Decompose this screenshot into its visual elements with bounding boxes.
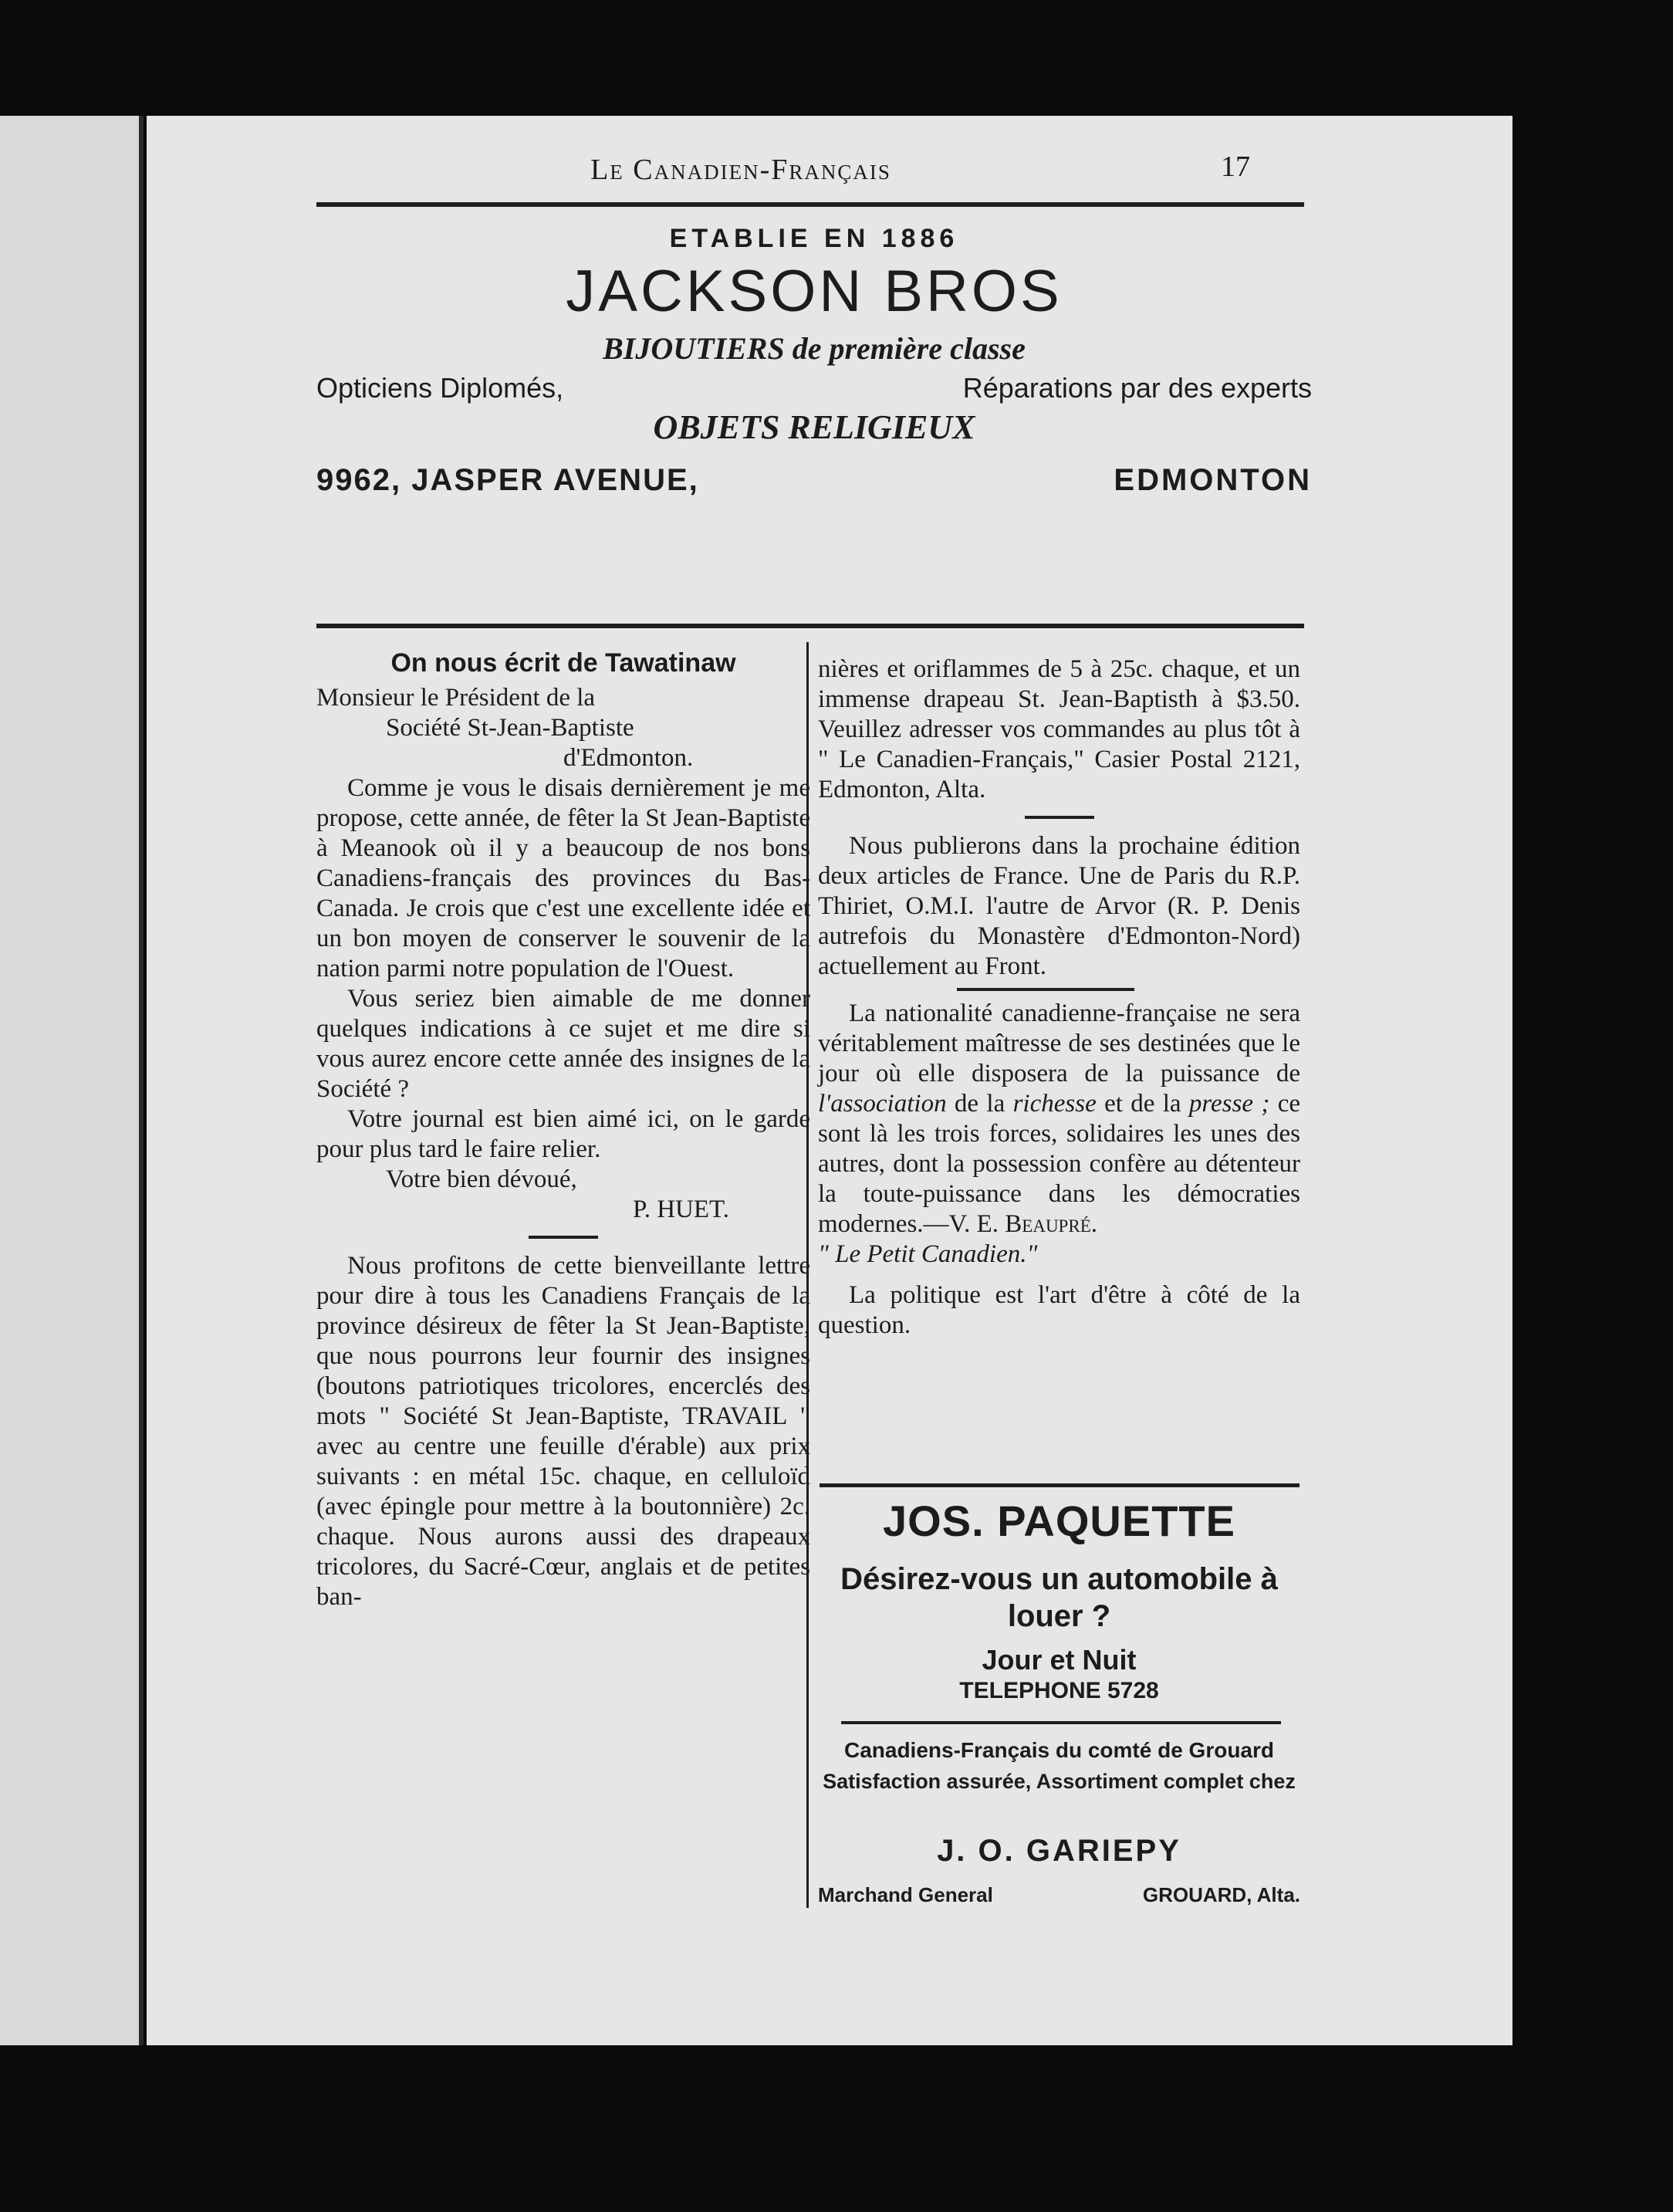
gariepy-business-type: Marchand General: [818, 1883, 993, 1906]
gariepy-city: GROUARD, Alta.: [1142, 1883, 1300, 1906]
aphorism-paragraph: La politique est l'art d'être à côté de la question.: [818, 1281, 1300, 1339]
paquette-gariepy-advertisement: [818, 1490, 1300, 1922]
paquette-hours: Jour et Nuit: [982, 1644, 1137, 1676]
editor-note-paragraph: Nous profitons de cette bienveillante lettre pour dire à tous les Canadiens Français de la province désireux de fêter la St Jean-Baptiste, que nous pourrons leur fournir des insignes (boutons patriotiques tricolores, encerclés des mots " Société St Jean-Baptiste, TRAVAIL " avec au centre une feuille d'érable) aux prix suivants : en métal 15c. chaque, en celluloïd (avec épingle pour mettre à la boutonnière) 2c. chaque. Nous aurons aussi des drapeaux tricolores, du Sacré-Cœur, anglais et de petites ban-: [316, 1252, 810, 1611]
quote-emphasis: richesse: [1012, 1090, 1097, 1118]
religious-objects-line: OBJETS RELIGIEUX: [653, 408, 975, 446]
paquette-offer: Désirez-vous un automobile à louer ?: [840, 1562, 1278, 1633]
quote-text: La nationalité canadienne-française ne sera véritablement maîtresse de ses destinées que le jour où elle disposera de la puissance de: [818, 999, 1300, 1087]
city-name: EDMONTON: [1114, 463, 1312, 497]
letter-paragraph: Vous seriez bien aimable de me donner quelques indications à ce sujet et me dire si vous aurez encore cette année des insignes de la Société ?: [316, 985, 810, 1103]
quote-text: ce sont là les trois forces, solidaires les unes des autres, dont la possession confère au détenteur la toute-puissance dans les démocraties modernes.—V. E.: [818, 1090, 1301, 1238]
running-header: [494, 153, 1250, 199]
running-title: Le Canadien-Français: [590, 154, 891, 186]
salutation-line-3: d'Edmonton.: [563, 744, 694, 772]
adjacent-page-edge: [0, 116, 144, 2045]
gariepy-promise: Satisfaction assurée, Assortiment complet chez: [823, 1770, 1296, 1793]
announcement-paragraph: Nous publierons dans la prochaine édition deux articles de France. Une de Paris du R.P. Thiriet, O.M.I. l'autre de Arvor (R. P. Denis autrefois du Monastère d'Edmonton-Nord) actuellement au Front.: [818, 832, 1300, 980]
gariepy-tagline: Canadiens-Français du comté de Grouard: [843, 1738, 1275, 1762]
header-rule: [316, 202, 1304, 207]
article-heading: On nous écrit de Tawatinaw: [390, 648, 736, 678]
service-left: Opticiens Diplomés,: [316, 372, 564, 404]
service-right: Réparations par des experts: [962, 372, 1312, 404]
quote-emphasis: l'association: [818, 1090, 947, 1118]
quote-text: et de la: [1096, 1090, 1189, 1118]
paquette-phone: TELEPHONE 5728: [959, 1678, 1159, 1703]
established-line: ETABLIE EN 1886: [669, 224, 959, 253]
jackson-bros-advertisement: [316, 224, 1312, 625]
letter-paragraph: Votre journal est bien aimé ici, on le garde pour plus tard le faire relier.: [316, 1105, 810, 1163]
right-column: [818, 654, 1300, 1341]
quote-text: de la: [946, 1090, 1013, 1118]
salutation-line-2: Société St-Jean-Baptiste: [386, 714, 634, 742]
quote-paragraph: [818, 999, 1300, 1240]
continued-paragraph: nières et oriflammes de 5 à 25c. chaque, et un immense drapeau St. Jean-Baptisth à $3.50. Veuillez adresser vos commandes au plus tôt à " Le Canadien-Français," Casier Postal 2121, Edmonton, Alta.: [818, 655, 1300, 803]
page-number: 17: [1221, 151, 1250, 183]
gariepy-name: J. O. GARIEPY: [937, 1834, 1181, 1868]
left-column: [316, 648, 810, 1612]
quote-source: [818, 1240, 1300, 1270]
spacer: [818, 1270, 1300, 1280]
quote-emphasis: presse ;: [1188, 1090, 1270, 1118]
ad-bottom-rule: [316, 624, 1304, 628]
advertiser-name: JACKSON BROS: [566, 259, 1063, 324]
quote-author: Beaupré.: [1005, 1210, 1097, 1238]
letter-closing: Votre bien dévoué,: [386, 1165, 577, 1193]
quote-source-text: " Le Petit Canadien.": [818, 1240, 1038, 1268]
street-address: 9962, JASPER AVENUE,: [316, 463, 699, 497]
paquette-name: JOS. PAQUETTE: [883, 1497, 1235, 1545]
section-divider: [957, 988, 1134, 991]
salutation-line-1: Monsieur le Président de la: [316, 684, 596, 712]
ad-top-rule: [820, 1483, 1300, 1487]
business-type: BIJOUTIERS de première classe: [603, 331, 1026, 366]
section-divider: [1025, 816, 1094, 819]
letter-paragraph: Comme je vous le disais dernièrement je me propose, cette année, de fêter la St Jean-Baptiste à Meanook où il y a beaucoup de nos bons Canadiens-français des provinces du Bas-Canada. Je crois que c'est une excellente idée et un bon moyen de conserver le souvenir de la nation parmi notre population de l'Ouest.: [316, 774, 810, 983]
letter-signature: P. HUET.: [633, 1196, 729, 1223]
section-divider: [529, 1236, 598, 1239]
ad-inner-rule: [841, 1721, 1281, 1724]
